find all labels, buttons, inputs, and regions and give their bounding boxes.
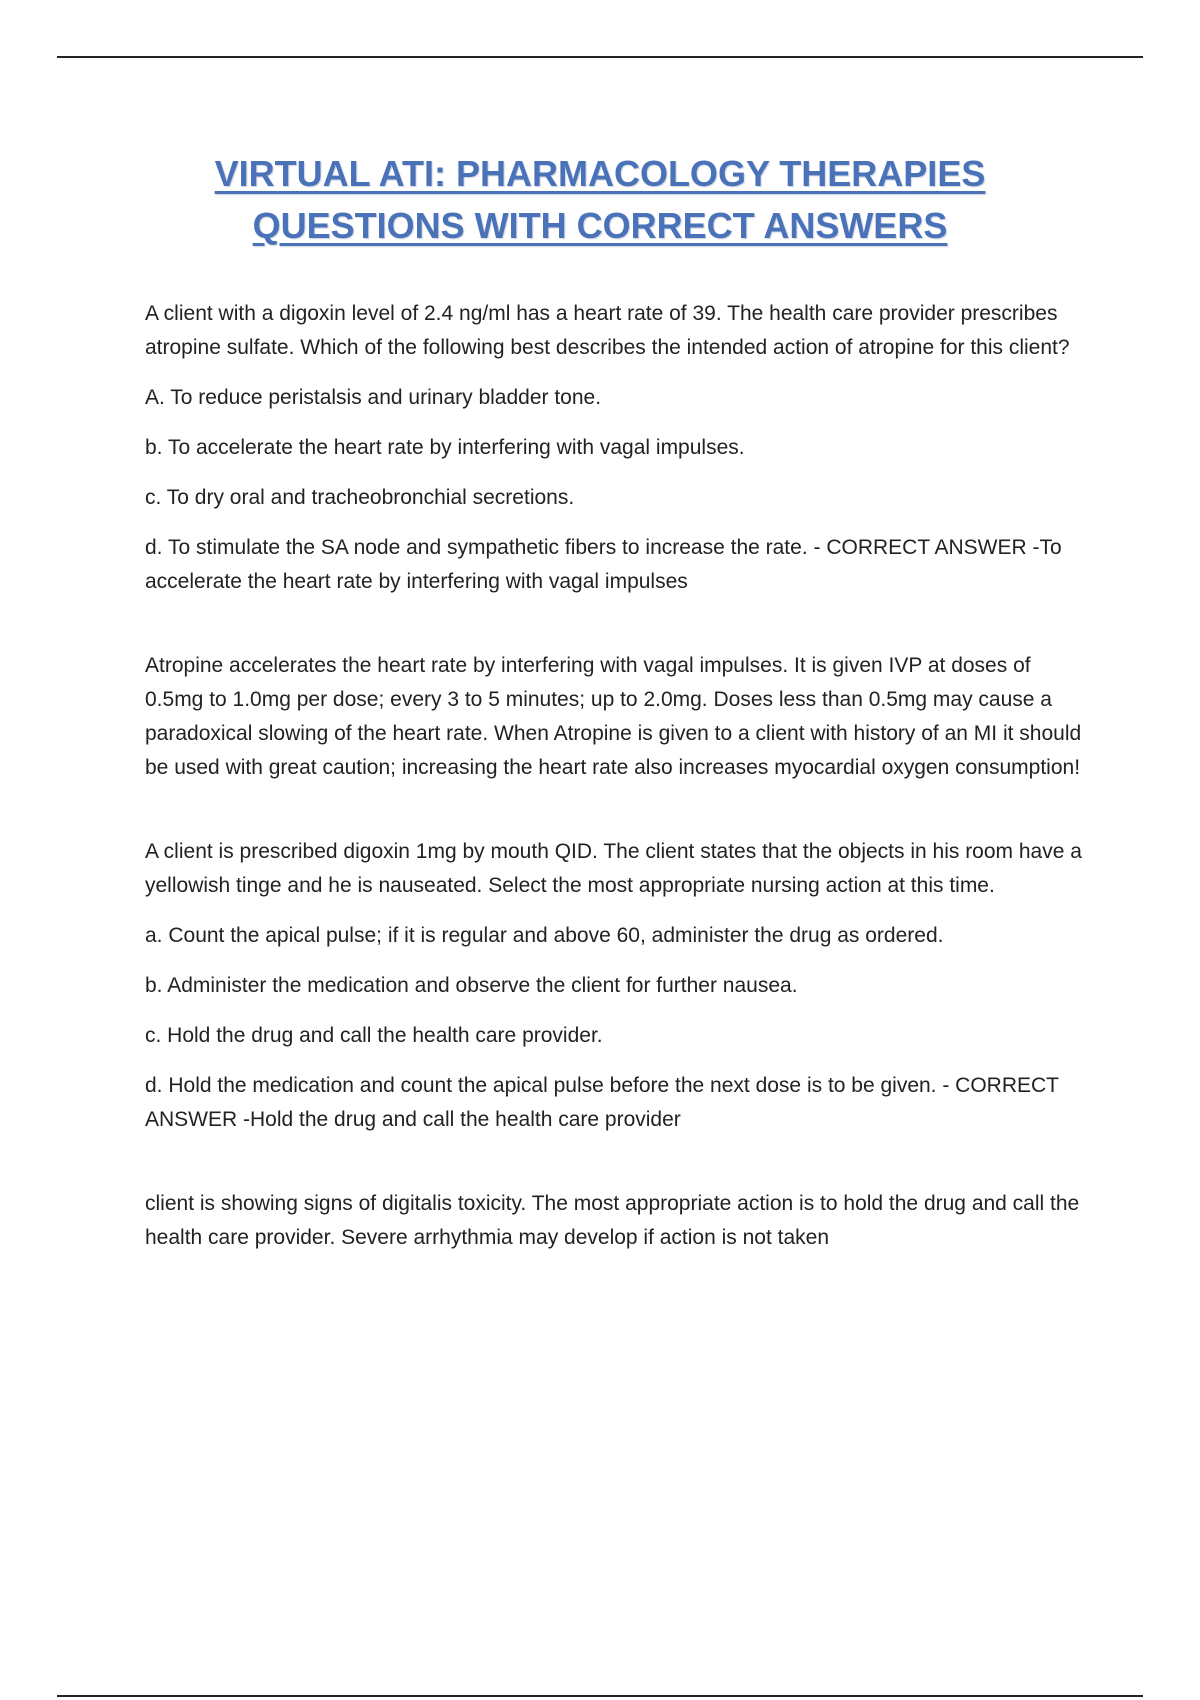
question-2-option-b: b. Administer the medication and observe the client for further nausea. <box>145 974 798 997</box>
document-title <box>100 148 1100 252</box>
question-2-option-c: c. Hold the drug and call the health care provider. <box>145 1024 603 1047</box>
title-line-1: VIRTUAL ATI: PHARMACOLOGY THERAPIES <box>214 153 986 194</box>
question-1-option-d-with-answer: d. To stimulate the SA node and sympathetic fibers to increase the rate. - CORRECT ANSWER -To accelerate the heart rate by interfering with vagal impulses <box>145 536 1062 593</box>
question-2-stem: A client is prescribed digoxin 1mg by mouth QID. The client states that the objects in his room have a yellowish tinge and he is nauseated. Select the most appropriate nursing action at this time. <box>145 840 1082 897</box>
title-line-2: QUESTIONS WITH CORRECT ANSWERS <box>252 205 948 246</box>
question-2-rationale: client is showing signs of digitalis toxicity. The most appropriate action is to hold the drug and call the health care provider. Severe arrhythmia may develop if action is not taken <box>145 1192 1080 1249</box>
document-body <box>145 297 1090 1271</box>
question-1-stem: A client with a digoxin level of 2.4 ng/ml has a heart rate of 39. The health care provider prescribes atropine sulfate. Which of the following best describes the intended action of atropine for this client? <box>145 302 1070 359</box>
bottom-divider <box>57 1695 1143 1697</box>
question-2-option-d-with-answer: d. Hold the medication and count the apical pulse before the next dose is to be given. - CORRECT ANSWER -Hold the drug and call the health care provider <box>145 1074 1059 1131</box>
question-1-option-a: A. To reduce peristalsis and urinary bladder tone. <box>145 386 602 409</box>
top-divider <box>57 56 1143 58</box>
question-1-option-b: b. To accelerate the heart rate by interfering with vagal impulses. <box>145 436 745 459</box>
question-1-rationale: Atropine accelerates the heart rate by interfering with vagal impulses. It is given IVP at doses of 0.5mg to 1.0mg per dose; every 3 to 5 minutes; up to 2.0mg. Doses less than 0.5mg may cause a paradoxical slowing of the heart rate. When Atropine is given to a client with history of an MI it should be used with great caution; increasing the heart rate also increases myocardial oxygen consumption! <box>145 654 1082 779</box>
question-1-option-c: c. To dry oral and tracheobronchial secretions. <box>145 486 575 509</box>
question-2-option-a: a. Count the apical pulse; if it is regular and above 60, administer the drug as ordered. <box>145 924 944 947</box>
